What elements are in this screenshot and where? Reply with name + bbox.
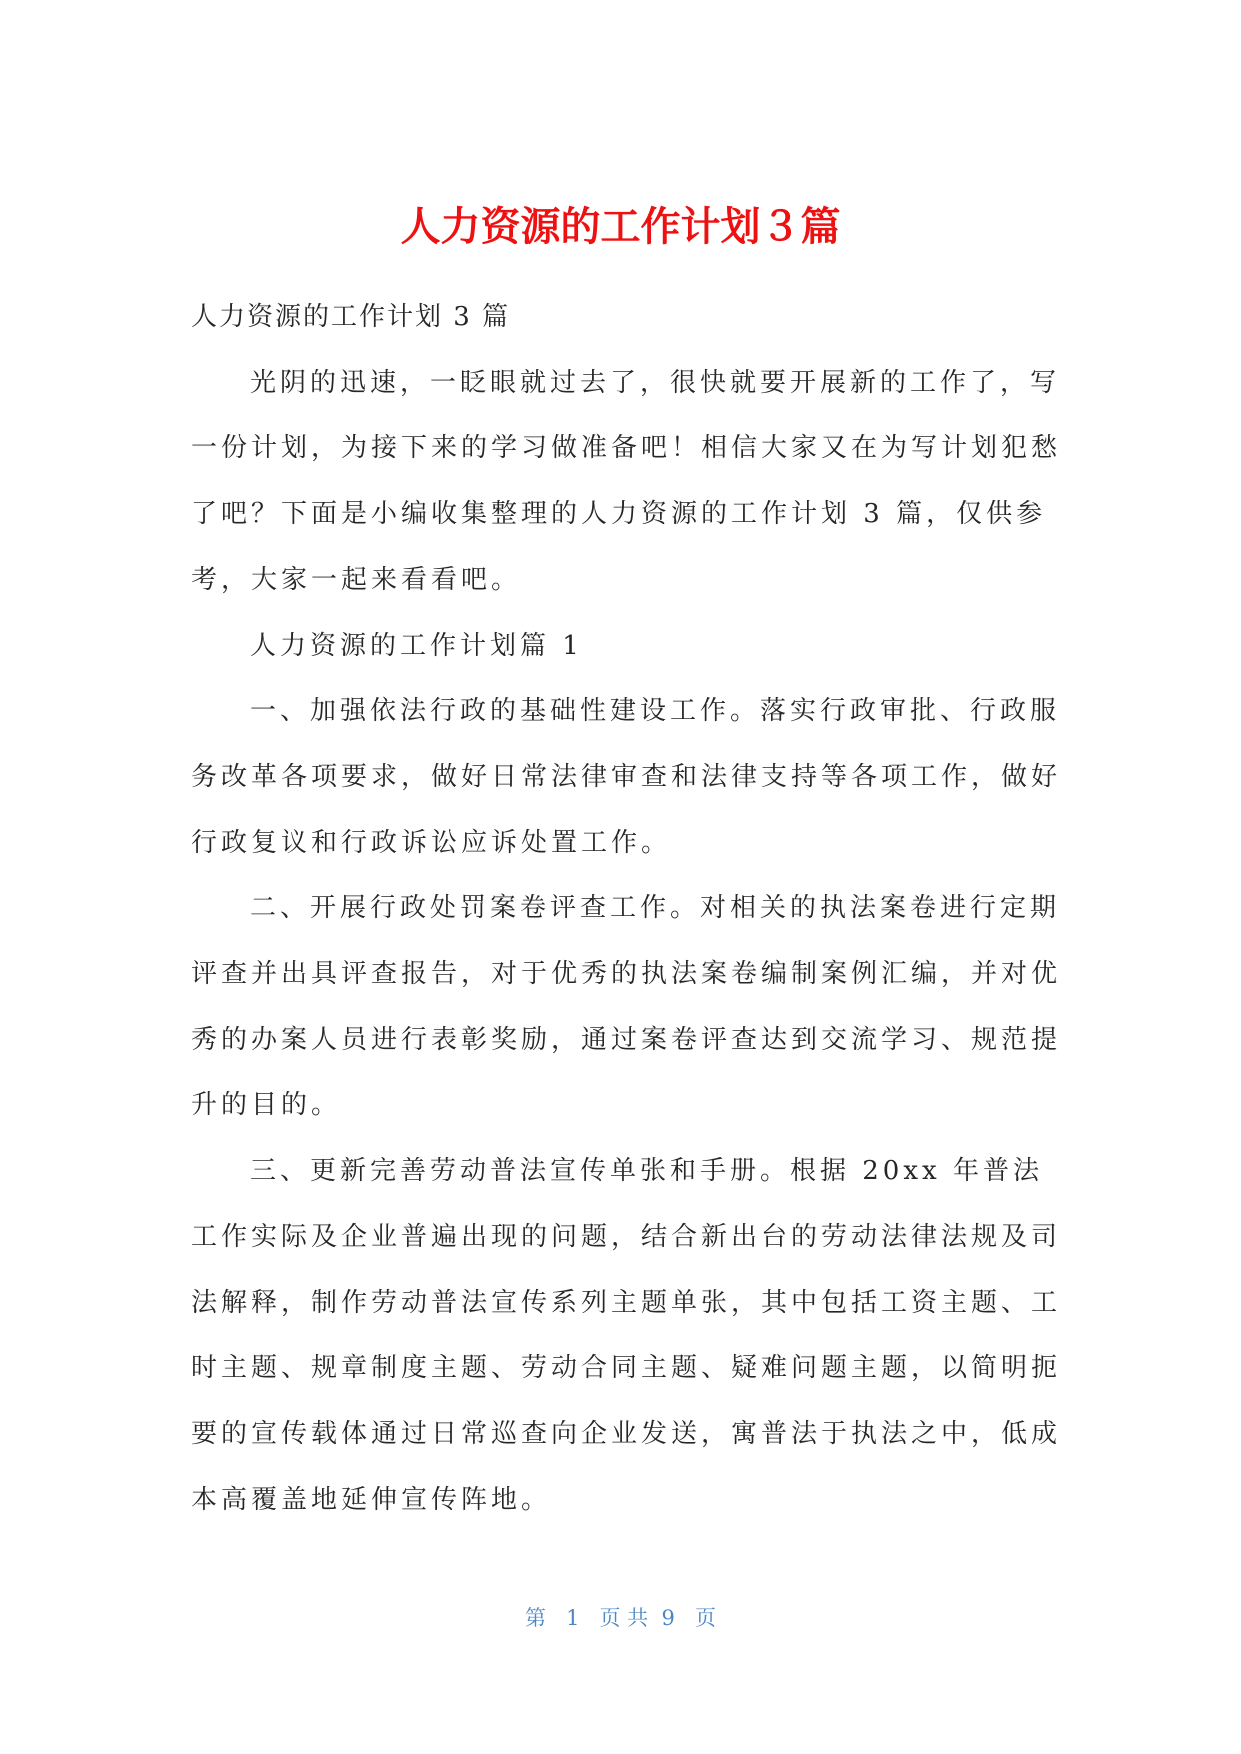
footer-suffix: 页 xyxy=(694,1606,716,1630)
document-title: 人力资源的工作计划３篇 xyxy=(400,204,841,250)
paragraph-intro: 光阴的迅速，一眨眼就过去了，很快就要开展新的工作了，写一份计划，为接下来的学习做准备吧！相信大家又在为写计划犯愁了吧？下面是小编收集整理的人力资源的工作计划 3 篇，仅供参考，大家一起来看看吧。 xyxy=(191,367,1062,595)
paragraph-item-2: 二、开展行政处罚案卷评查工作。对相关的执法案卷进行定期评查并出具评查报告，对于优秀的执法案卷编制案例汇编，并对优秀的办案人员进行表彰奖励，通过案卷评查达到交流学习、规范提升的目的。 xyxy=(191,893,1062,1121)
section-heading-plan-1: 人力资源的工作计划篇 1 xyxy=(250,630,583,661)
paragraph-item-3: 三、更新完善劳动普法宣传单张和手册。根据 20xx 年普法工作实际及企业普遍出现的问题，结合新出台的劳动法律法规及司法解释，制作劳动普法宣传系列主题单张，其中包括工资主题、工时主题、规章制度主题、劳动合同主题、疑难问题主题，以简明扼要的宣传载体通过日常巡查向企业发送，寓普法于执法之中，低成本高覆盖地延伸宣传阵地。 xyxy=(191,1156,1062,1515)
page-footer xyxy=(0,1603,1241,1633)
footer-prefix: 第 xyxy=(525,1606,547,1630)
footer-middle: 页 共 xyxy=(599,1606,649,1630)
document-body xyxy=(191,285,1063,1533)
paragraph-item-1: 一、加强依法行政的基础性建设工作。落实行政审批、行政服务改革各项要求，做好日常法律审查和法律支持等各项工作，做好行政复议和行政诉讼应诉处置工作。 xyxy=(191,696,1062,858)
footer-page-number: 1 xyxy=(566,1606,580,1630)
document-subtitle: 人力资源的工作计划 3 篇 xyxy=(191,302,511,332)
footer-total-pages: 9 xyxy=(661,1606,675,1630)
